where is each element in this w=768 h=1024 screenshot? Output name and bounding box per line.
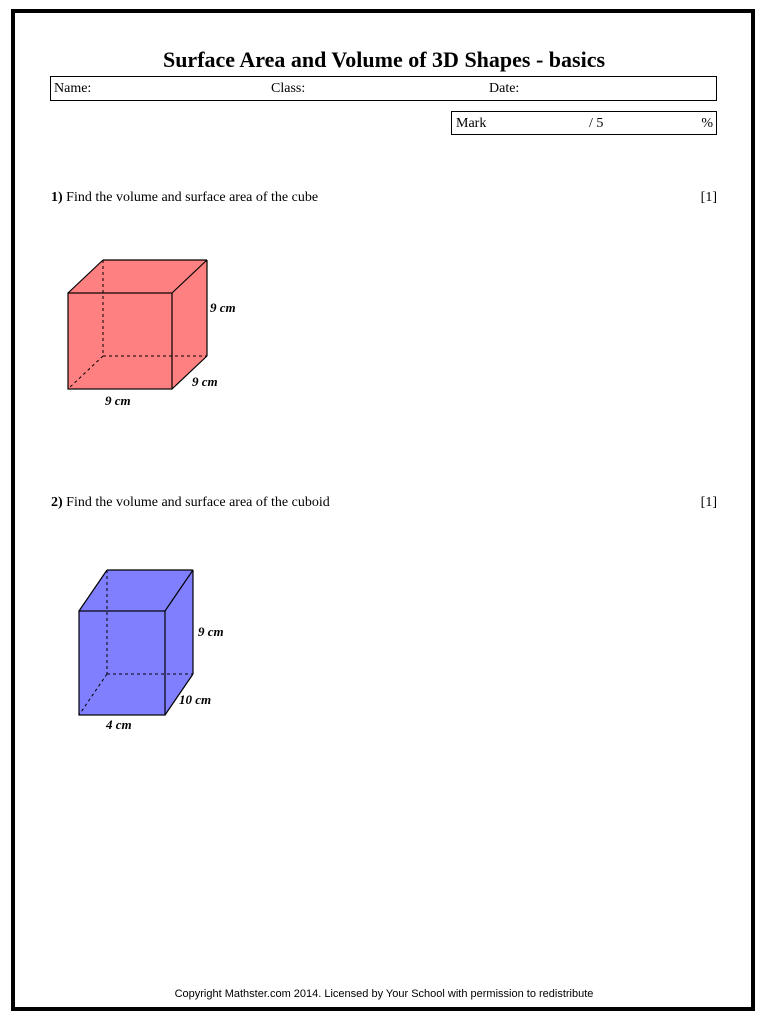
class-label: Class:	[271, 81, 306, 96]
copyright-footer: Copyright Mathster.com 2014. Licensed by Your School with permission to redistribute	[174, 988, 594, 1000]
date-label: Date:	[489, 81, 520, 96]
name-label: Name:	[54, 81, 92, 96]
mark-total: / 5	[589, 116, 604, 131]
cuboid-face	[79, 570, 193, 715]
cuboid-height-label: 9 cm	[198, 624, 224, 639]
mark-label: Mark	[456, 116, 487, 131]
cube-depth-label: 9 cm	[192, 374, 218, 389]
question-2-marks: [1]	[700, 495, 717, 510]
worksheet-title: Surface Area and Volume of 3D Shapes - basics	[162, 47, 606, 72]
question-2-number: 2)	[51, 495, 63, 510]
question-1-number: 1)	[51, 190, 63, 205]
question-1-text: Find the volume and surface area of the cube	[66, 190, 319, 205]
cube-width-label: 9 cm	[105, 393, 131, 408]
percent-label: %	[701, 116, 713, 131]
cuboid-width-label: 4 cm	[106, 717, 132, 732]
cuboid-depth-label: 10 cm	[179, 692, 212, 707]
question-2-text: Find the volume and surface area of the cuboid	[66, 495, 330, 510]
cube-height-label: 9 cm	[210, 300, 236, 315]
question-2	[51, 495, 330, 511]
question-1-marks: [1]	[700, 190, 717, 205]
